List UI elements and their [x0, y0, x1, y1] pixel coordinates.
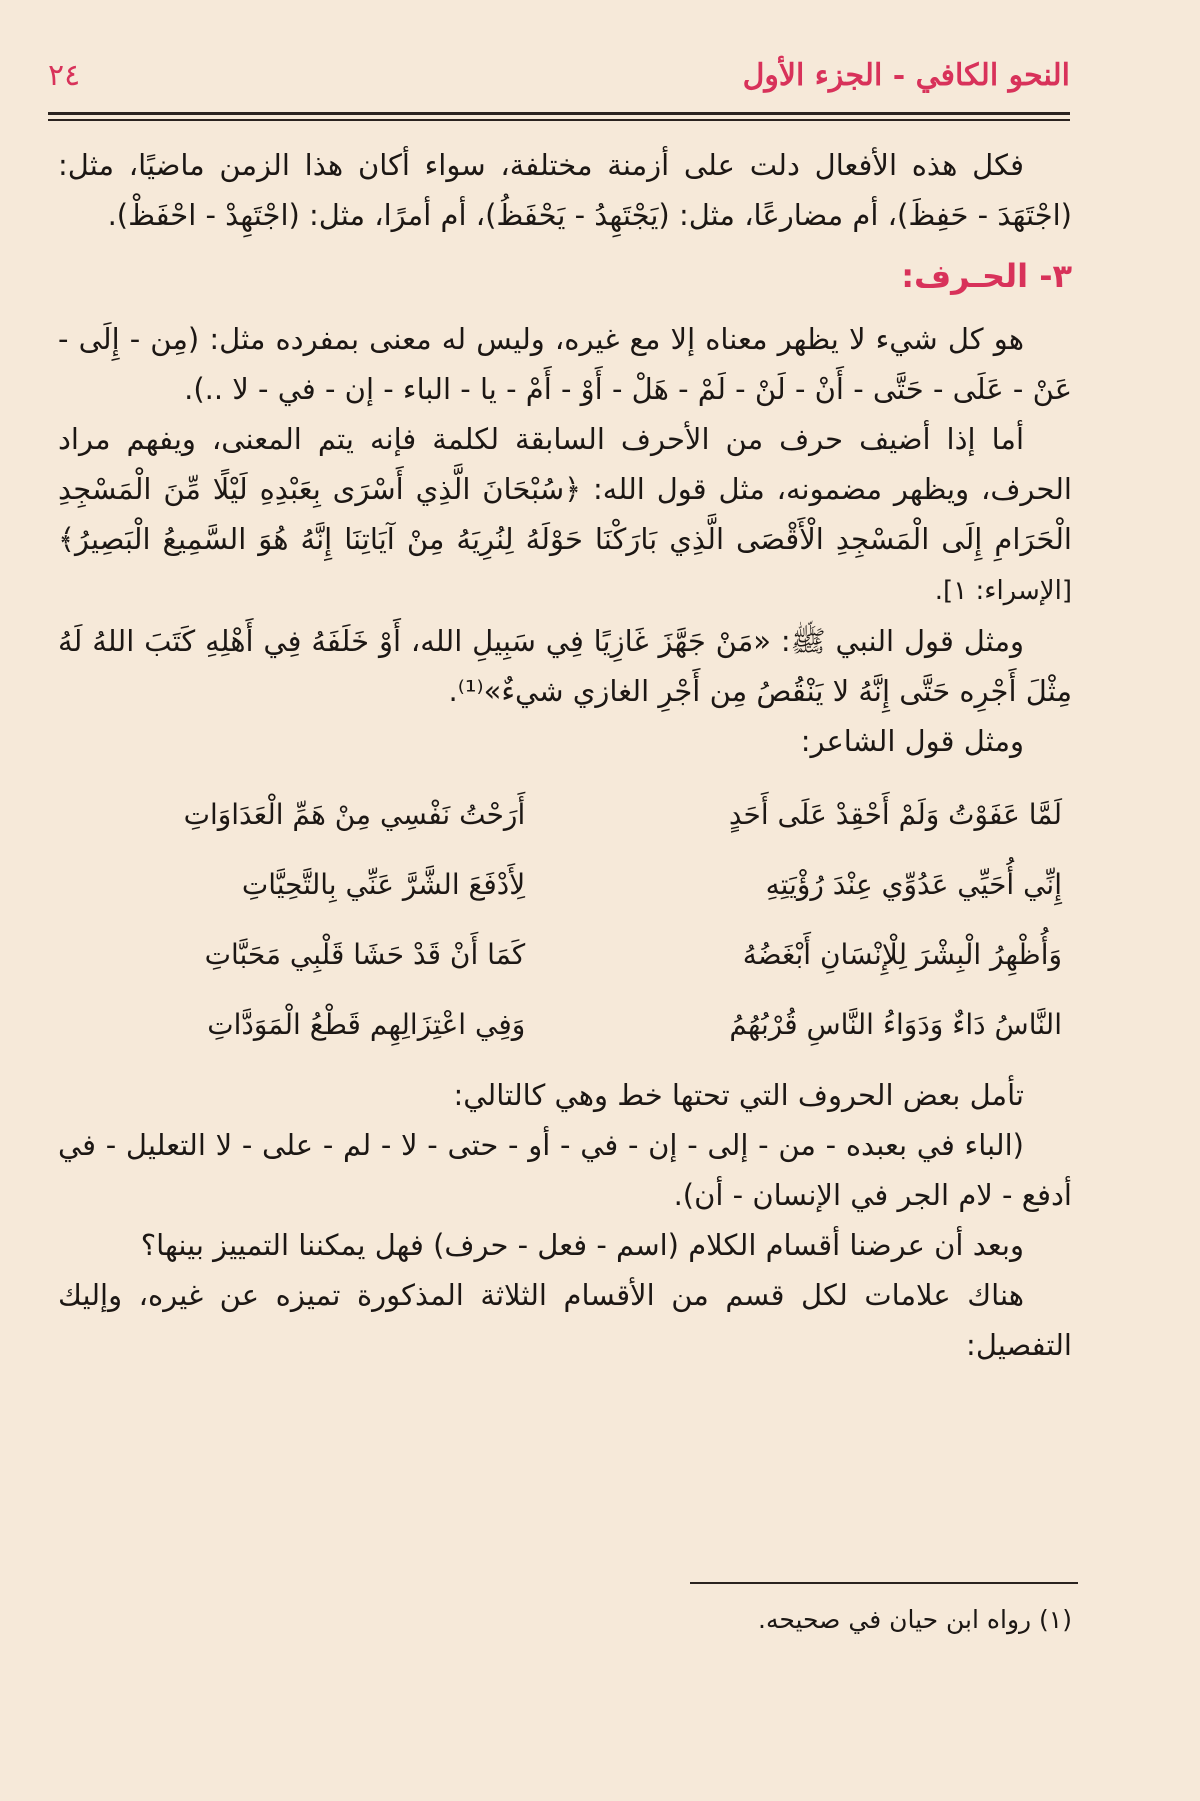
footnote: (١) رواه ابن حيان في صحيحه. — [758, 1605, 1072, 1634]
footnote-rule — [690, 1582, 1078, 1584]
paragraph-verbs-tenses: فكل هذه الأفعال دلت على أزمنة مختلفة، سواء أكان هذا الزمن ماضيًا، مثل: (اجْتَهَدَ - حَفِظَ)، أم مضارعًا، مثل: (يَجْتَهِدُ - يَحْفَظُ)، أم أمرًا، مثل: (اجْتَهِدْ - احْفَظْ). — [58, 148, 1072, 232]
poem-second-hemistich: لِأَدْفَعَ الشَّرَّ عَنِّي بِالتَّحِيَّاتِ — [241, 868, 526, 901]
poem-line — [58, 780, 1072, 850]
paragraph-poet-intro: ومثل قول الشاعر: — [800, 724, 1024, 758]
poem-first-hemistich: وَأُظْهِرُ الْبِشْرَ لِلْإِنْسَانِ أَبْغَضُهُ — [742, 938, 1062, 971]
header-rule — [48, 112, 1070, 115]
paragraph-signs: هناك علامات لكل قسم من الأقسام الثلاثة المذكورة تميزه عن غيره، وإليك التفصيل: — [58, 1278, 1072, 1362]
poem-first-hemistich: لَمَّا عَفَوْتُ وَلَمْ أَحْقِدْ عَلَى أَحَدٍ — [728, 798, 1062, 831]
poem — [58, 780, 1072, 1060]
verse-reference: [الإسراء: ١]. — [934, 576, 1072, 606]
paragraph-underlined-list: (الباء في بعبده - من - إلى - إن - في - أو - حتى - لا - لم - على - لا التعليل - في أدفع - لام الجر في الإنسان - أن). — [58, 1128, 1072, 1212]
spacer — [58, 1060, 1072, 1070]
page-number: ٢٤ — [48, 58, 81, 93]
poem-second-hemistich: أَرَحْتُ نَفْسِي مِنْ هَمِّ الْعَدَاوَاتِ — [183, 798, 526, 831]
paragraph-question: وبعد أن عرضنا أقسام الكلام (اسم - فعل - حرف) فهل يمكننا التمييز بينها؟ — [140, 1228, 1024, 1262]
section-title-harf: ٣- الحـرف: — [901, 257, 1072, 295]
poem-line — [58, 920, 1072, 990]
paragraph-lead-text: أما إذا أضيف حرف من الأحرف السابقة لكلمة فإنه يتم المعنى، ويفهم مراد الحرف، ويظهر مضمونه، مثل قول الله: — [58, 422, 1072, 506]
poem-first-hemistich: إِنِّي أُحَيِّي عَدُوِّي عِنْدَ رُؤْيَتِهِ — [765, 868, 1062, 901]
header-rule-secondary — [48, 119, 1070, 121]
page-header — [48, 58, 1070, 108]
poem-second-hemistich: كَمَا أَنْ قَدْ حَشَا قَلْبِي مَحَبَّاتِ — [204, 938, 526, 971]
paragraph-harf-example — [58, 414, 1072, 616]
poem-first-hemistich: النَّاسُ دَاءٌ وَدَوَاءُ النَّاسِ قُرْبُهُمُ — [729, 1008, 1062, 1041]
paragraph-harf-definition: هو كل شيء لا يظهر معناه إلا مع غيره، وليس له معنى بمفرده مثل: (مِن - إِلَى - عَنْ - عَلَى - حَتَّى - أَنْ - لَنْ - لَمْ - هَلْ - أَوْ - أَمْ - يا - الباء - إن - في - لا ..). — [58, 322, 1072, 406]
paragraph-hadith: ومثل قول النبي ﷺ: «مَنْ جَهَّزَ غَازِيًا فِي سَبِيلِ الله، أَوْ خَلَفَهُ فِي أَهْلِهِ كَتَبَ اللهُ لَهُ مِثْلَ أَجْرِه حَتَّى إِنَّهُ لا يَنْقُصُ مِن أَجْرِ الغازي شيءٌ»⁽¹⁾. — [58, 624, 1072, 708]
poem-second-hemistich: وَفِي اعْتِزَالِهِم قَطْعُ الْمَوَدَّاتِ — [207, 1008, 526, 1041]
quran-verse: ﴿سُبْحَانَ الَّذِي أَسْرَى بِعَبْدِهِ لَيْلًا مِّنَ الْمَسْجِدِ الْحَرَامِ إِلَى الْمَسْجِدِ الْأَقْصَى الَّذِي بَارَكْنَا حَوْلَهُ لِنُرِيَهُ مِنْ آيَاتِنَا إِنَّهُ هُوَ السَّمِيعُ الْبَصِيرُ﴾ — [58, 472, 1072, 556]
poem-line — [58, 990, 1072, 1060]
paragraph-observe: تأمل بعض الحروف التي تحتها خط وهي كالتالي: — [453, 1078, 1024, 1112]
poem-line — [58, 850, 1072, 920]
running-title: النحو الكافي - الجزء الأول — [742, 58, 1070, 93]
page-body — [58, 140, 1072, 1370]
